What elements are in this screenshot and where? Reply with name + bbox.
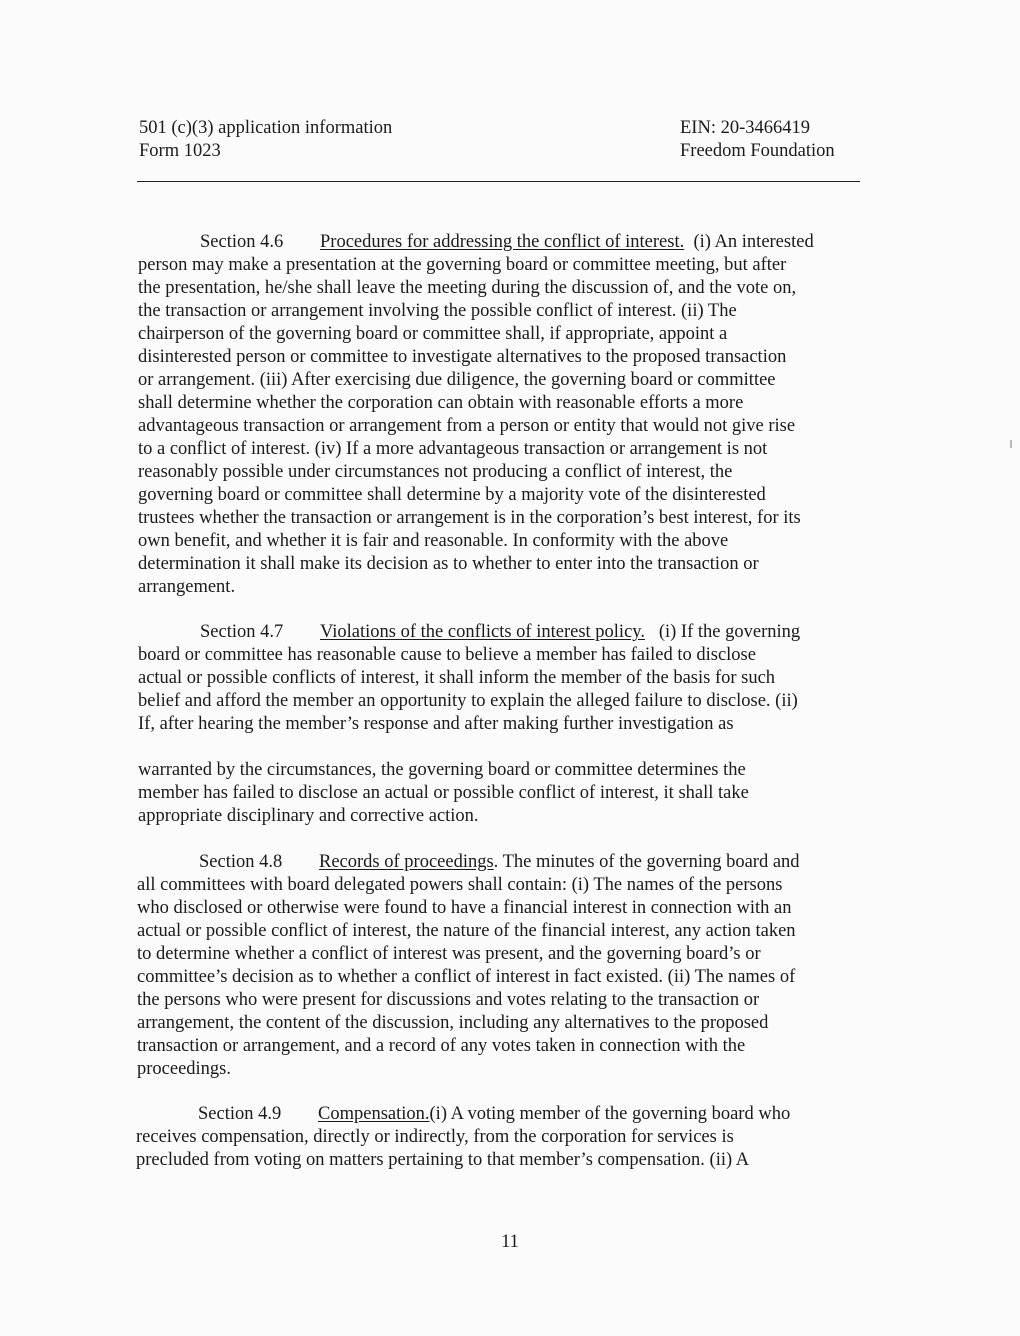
organization-name: Freedom Foundation: [680, 141, 835, 161]
application-info: 501 (c)(3) application information: [139, 118, 393, 138]
section-4-8: Section 4.8 Records of proceedings. The minutes of the governing board and all committees with board delegated powers shall contain: (i) The names of the persons who disclosed or otherwise were found to have a financial interest in connection with an actual or possible conflict of interest, the nature of the financial interest, any action taken to determine whether a conflict of interest was present, and the governing board’s or committee’s decision as to whether a conflict of interest in fact existed. (ii) The names of the persons who were present for discussions and votes relating to the transaction or arrangement, the content of the discussion, including any alternatives to the proposed transaction or arrangement, and a record of any votes taken in connection with the proceedings.: [137, 852, 800, 1079]
header-divider: [137, 181, 860, 182]
section-title: Procedures for addressing the conflict of interest.: [320, 232, 685, 252]
section-4-7-continued: warranted by the circumstances, the governing board or committee determines the member has failed to disclose an actual or possible conflict of interest, it shall take appropriate disciplinary and corrective action.: [138, 760, 749, 826]
scan-artifact: [1010, 440, 1012, 448]
section-title: Compensation.: [318, 1104, 430, 1124]
header-left: [139, 117, 392, 163]
form-number: Form 1023: [139, 141, 221, 161]
ein: EIN: 20-3466419: [680, 118, 810, 138]
section-number: Section 4.8: [199, 852, 283, 872]
page-number: 11: [501, 1232, 519, 1252]
header-right: [680, 117, 835, 163]
section-4-9: Section 4.9 Compensation.(i) A voting member of the governing board who receives compensation, directly or indirectly, from the corporation for services is precluded from voting on matters pertaining to that member’s compensation. (ii) A: [136, 1104, 791, 1170]
section-title: Records of proceedings: [319, 852, 494, 872]
section-number: Section 4.9: [198, 1104, 282, 1124]
section-number: Section 4.6: [200, 232, 284, 252]
section-title: Violations of the conflicts of interest policy.: [320, 622, 645, 642]
section-4-7: Section 4.7 Violations of the conflicts of interest policy. (i) If the governing board or committee has reasonable cause to believe a member has failed to disclose actual or possible conflicts of interest, it shall inform the member of the basis for such belief and afford the member an opportunity to explain the alleged failure to disclose. (ii) If, after hearing the member’s response and after making further investigation as: [138, 622, 801, 734]
section-4-6: Section 4.6 Procedures for addressing the conflict of interest. (i) An interested person may make a presentation at the governing board or committee meeting, but after the presentation, he/she shall leave the meeting during the discussion of, and the vote on, the transaction or arrangement involving the possible conflict of interest. (ii) The chairperson of the governing board or committee shall, if appropriate, appoint a disinterested person or committee to investigate alternatives to the proposed transaction or arrangement. (iii) After exercising due diligence, the governing board or committee shall determine whether the corporation can obtain with reasonable efforts a more advantageous transaction or arrangement from a person or entity that would not give rise to a conflict of interest. (iv) If a more advantageous transaction or arrangement is not reasonably possible under circumstances not producing a conflict of interest, the governing board or committee shall determine by a majority vote of the disinterested trustees whether the transaction or arrangement is in the corporation’s best interest, for its own benefit, and whether it is fair and reasonable. In conformity with the above determination it shall make its decision as to whether to enter into the transaction or arrangement.: [138, 232, 814, 597]
section-number: Section 4.7: [200, 622, 284, 642]
